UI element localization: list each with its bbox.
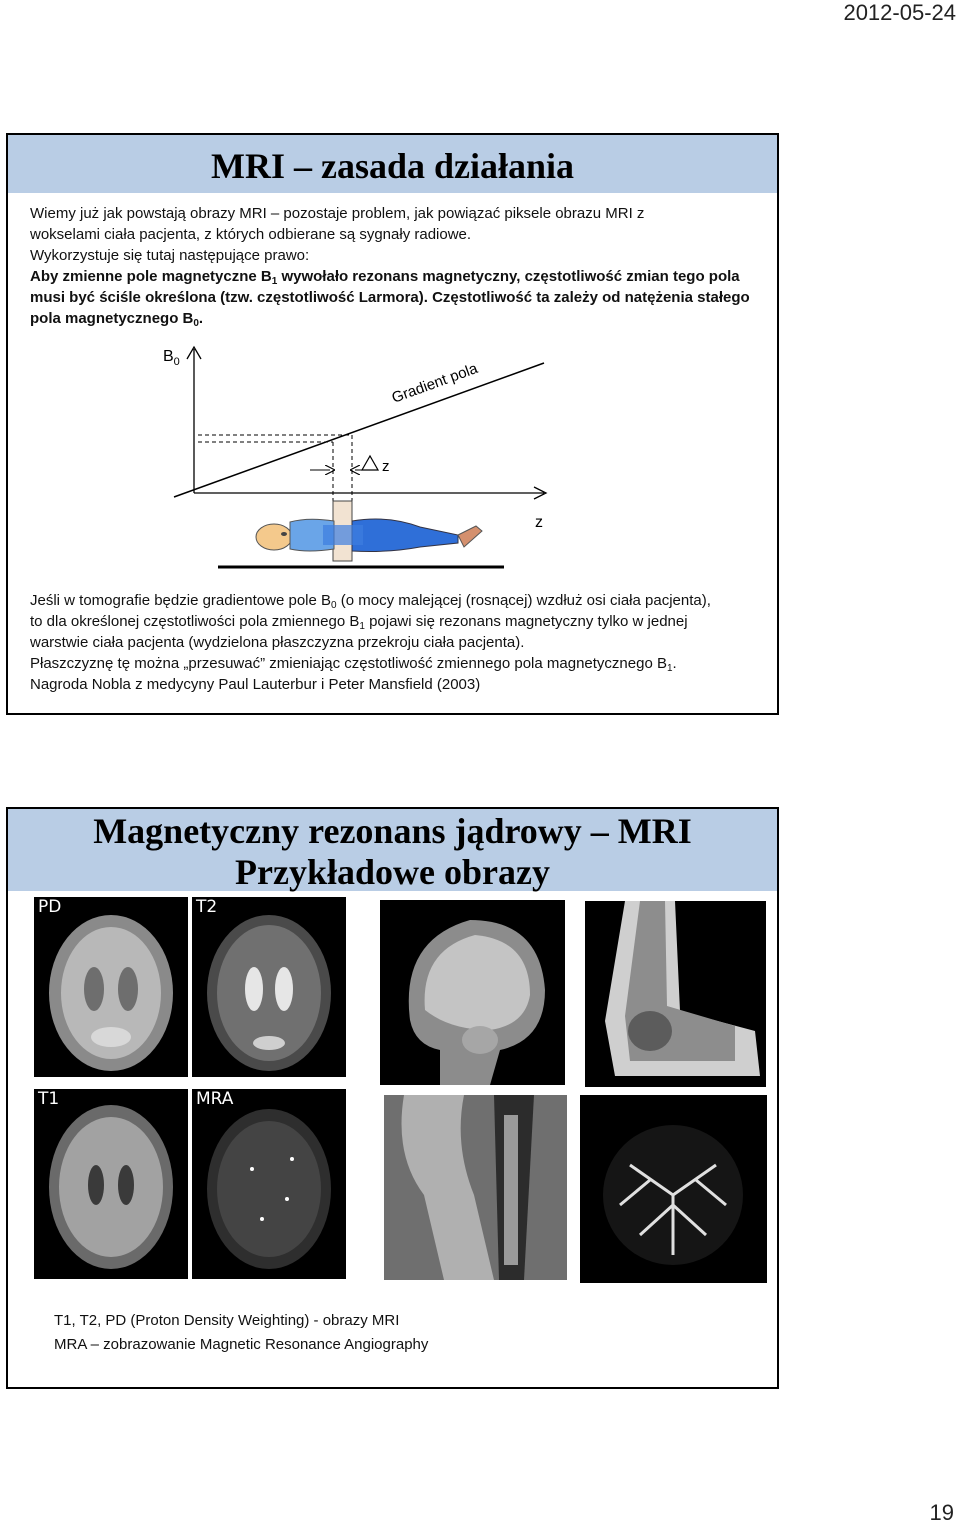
image-label-mra: MRA	[196, 1089, 234, 1109]
explanation-line: Płaszczyznę tę można „przesuwać” zmieniając częstotliwość zmiennego pola magnetycznego $B_1$.	[30, 655, 677, 674]
mri-mra-image	[192, 1089, 346, 1279]
caption-line: MRA – zobrazowanie Magnetic Resonance Angiography	[54, 1336, 429, 1353]
gradient-line	[174, 363, 544, 497]
explanation-line: to dla określonej częstotliwości pola zmiennego $B_1$ pojawi się rezonans magnetyczny tylko w jednej	[30, 613, 688, 632]
law-line: Aby zmienne pole magnetyczne $B_1$ wywołało rezonans magnetyczny, częstotliwość zmian tego pola	[30, 268, 740, 287]
document-date: 2012-05-24	[843, 0, 956, 25]
image-label-t2: T2	[196, 897, 218, 917]
intro-text	[30, 203, 759, 329]
mri-sagittal-head-image	[380, 900, 565, 1085]
mri-t1-image	[34, 1089, 188, 1279]
image-label-pd: PD	[38, 897, 62, 917]
gradient-field-diagram	[158, 339, 558, 579]
slide-mri-examples	[6, 807, 779, 1389]
gradient-label: Gradient pola	[389, 359, 480, 407]
delta-z-label: z	[382, 458, 390, 475]
patient-figure	[256, 519, 482, 552]
mri-pd-image	[34, 897, 188, 1077]
mri-ankle-image	[585, 901, 766, 1087]
explanation-line: Jeśli w tomografie będzie gradientowe pole $B_0$ (o mocy malejącej (rosnącej) wzdłuż osi ciała pacjenta),	[30, 592, 711, 611]
slide-mri-principle	[6, 133, 779, 715]
z-label: z	[535, 514, 543, 531]
explanation-line: Nagroda Nobla z medycyny Paul Lauterbur i Peter Mansfield (2003)	[30, 676, 481, 693]
mri-cervical-spine-image	[384, 1095, 567, 1280]
delta-icon	[362, 456, 378, 470]
slide-title: Magnetyczny rezonans jądrowy – MRI Przykładowe obrazy	[93, 811, 692, 892]
intro-line: Wykorzystuje się tutaj następujące prawo:	[30, 247, 310, 264]
page-number: 19	[929, 1500, 954, 1525]
caption-line: T1, T2, PD (Proton Density Weighting) - obrazy MRI	[54, 1312, 400, 1329]
explanation-line: warstwie ciała pacjenta (wydzielona płaszczyzna przekroju ciała pacjenta).	[30, 634, 525, 651]
explanation-text	[30, 590, 759, 695]
b0-label: $B_0$	[163, 348, 180, 368]
slide-title-bar	[8, 809, 777, 891]
image-label-t1: T1	[38, 1089, 60, 1109]
mri-angiography-image	[580, 1095, 767, 1283]
law-line: musi być ściśle określona (tzw. częstotliwość Larmora). Częstotliwość ta zależy od natężenia stałego	[30, 289, 750, 306]
intro-line: wokselami ciała pacjenta, z których odbierane są sygnały radiowe.	[30, 226, 472, 243]
law-line: pola magnetycznego $B_0$.	[30, 310, 204, 329]
captions	[54, 1309, 428, 1357]
mri-t2-image	[192, 897, 346, 1077]
slide-title: MRI – zasada działania	[210, 146, 575, 186]
slide-title-bar	[8, 135, 777, 193]
intro-line: Wiemy już jak powstają obrazy MRI – pozostaje problem, jak powiązać piksele obrazu MRI z	[30, 205, 645, 222]
